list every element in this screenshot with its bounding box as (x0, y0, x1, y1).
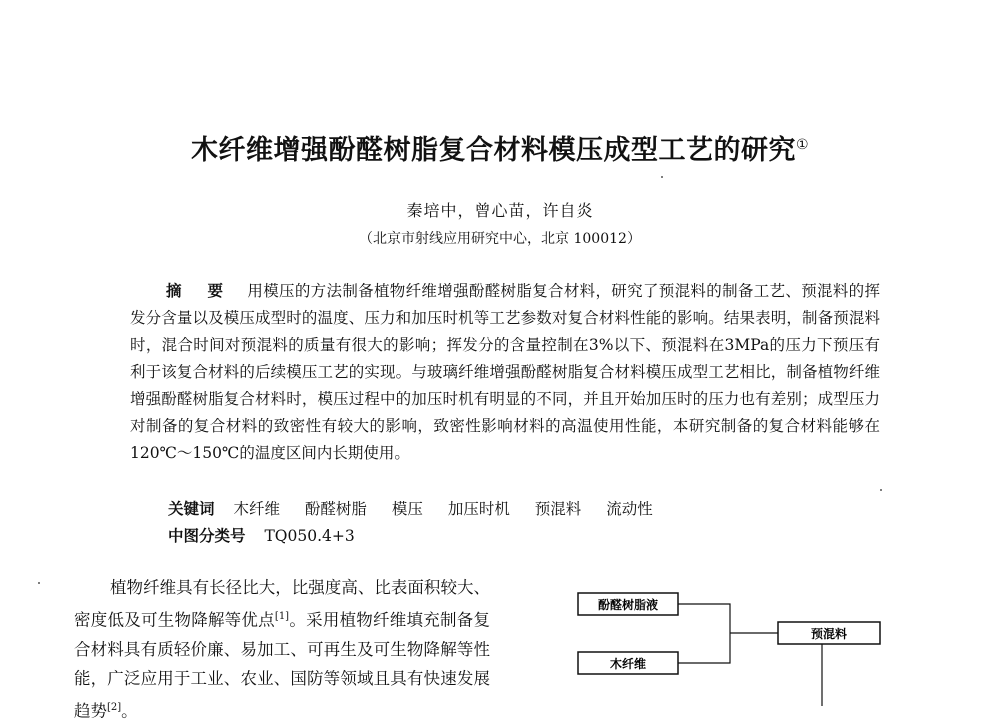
scan-speck (661, 176, 663, 178)
keyword: 酚醛树脂 (304, 500, 367, 518)
premix-box-label: 预混料 (810, 627, 848, 641)
classification-line (168, 524, 355, 546)
fiber-box-label: 木纤维 (609, 657, 647, 671)
paper-title (0, 128, 1000, 167)
keyword: 木纤维 (233, 500, 280, 518)
keywords-label: 关键词 (168, 499, 215, 518)
body-text-part1: 植物纤维具有长径比大，比强度高、比表面积较大、密度低及可生物降解等优点 (74, 578, 490, 630)
scan-speck (38, 582, 40, 584)
authors: 秦培中，曾心苗，许自炎 (406, 201, 594, 220)
body-paragraph (74, 573, 490, 725)
process-flow-diagram (560, 585, 900, 706)
citation-ref-1: [1] (274, 611, 290, 622)
keyword: 模压 (391, 500, 423, 518)
abstract-text: 用模压的方法制备植物纤维增强酚醛树脂复合材料，研究了预混料的制备工艺、预混料的挥发分含量以及模压成型时的温度、压力和加压时机等工艺参数对复合材料性能的影响。结果表明，制备预混料时，混合时间对预混料的质量有很大的影响；挥发分的含量控制在3%以下、预混料在3MPa的压力下预压有利于该复合材料的后续模压工艺的实现。与玻璃纤维增强酚醛树脂复合材料模压成型工艺相比，制备植物纤维增强酚醛树脂复合材料时，模压过程中的加压时机有明显的不同，并且开始加压时的压力也有差别；成型压力对制备的复合材料的致密性有较大的影响，致密性影响材料的高温使用性能，本研究制备的复合材料能够在120℃～150℃的温度区间内长期使用。 (130, 282, 880, 462)
scan-speck (880, 489, 882, 491)
keywords-line (168, 497, 673, 519)
classification-label: 中图分类号 (168, 526, 246, 545)
title-footnote-mark: ① (795, 137, 810, 153)
abstract (130, 277, 880, 467)
affiliation: （北京市射线应用研究中心，北京 100012） (359, 231, 641, 247)
body-text-part2: 。采用植物纤维填充制备复合材料具有质轻价廉、易加工、可再生及可生物降解等性能，广泛应用于工业、农业、国防等领域且具有快速发展趋势 (74, 610, 491, 720)
keyword: 流动性 (606, 500, 653, 518)
citation-ref-2: [2] (107, 701, 122, 713)
keyword: 预混料 (534, 500, 582, 518)
keyword: 加压时机 (447, 500, 510, 518)
connector-lines (678, 604, 778, 663)
resin-box-label: 酚醛树脂液 (597, 598, 659, 612)
paper-title-text: 木纤维增强酚醛树脂复合材料模压成型工艺的研究 (190, 135, 796, 166)
classification-value: TQ050.4+3 (264, 527, 355, 545)
abstract-label: 摘 要 (166, 281, 234, 300)
body-text-part3: 。 (121, 701, 138, 720)
